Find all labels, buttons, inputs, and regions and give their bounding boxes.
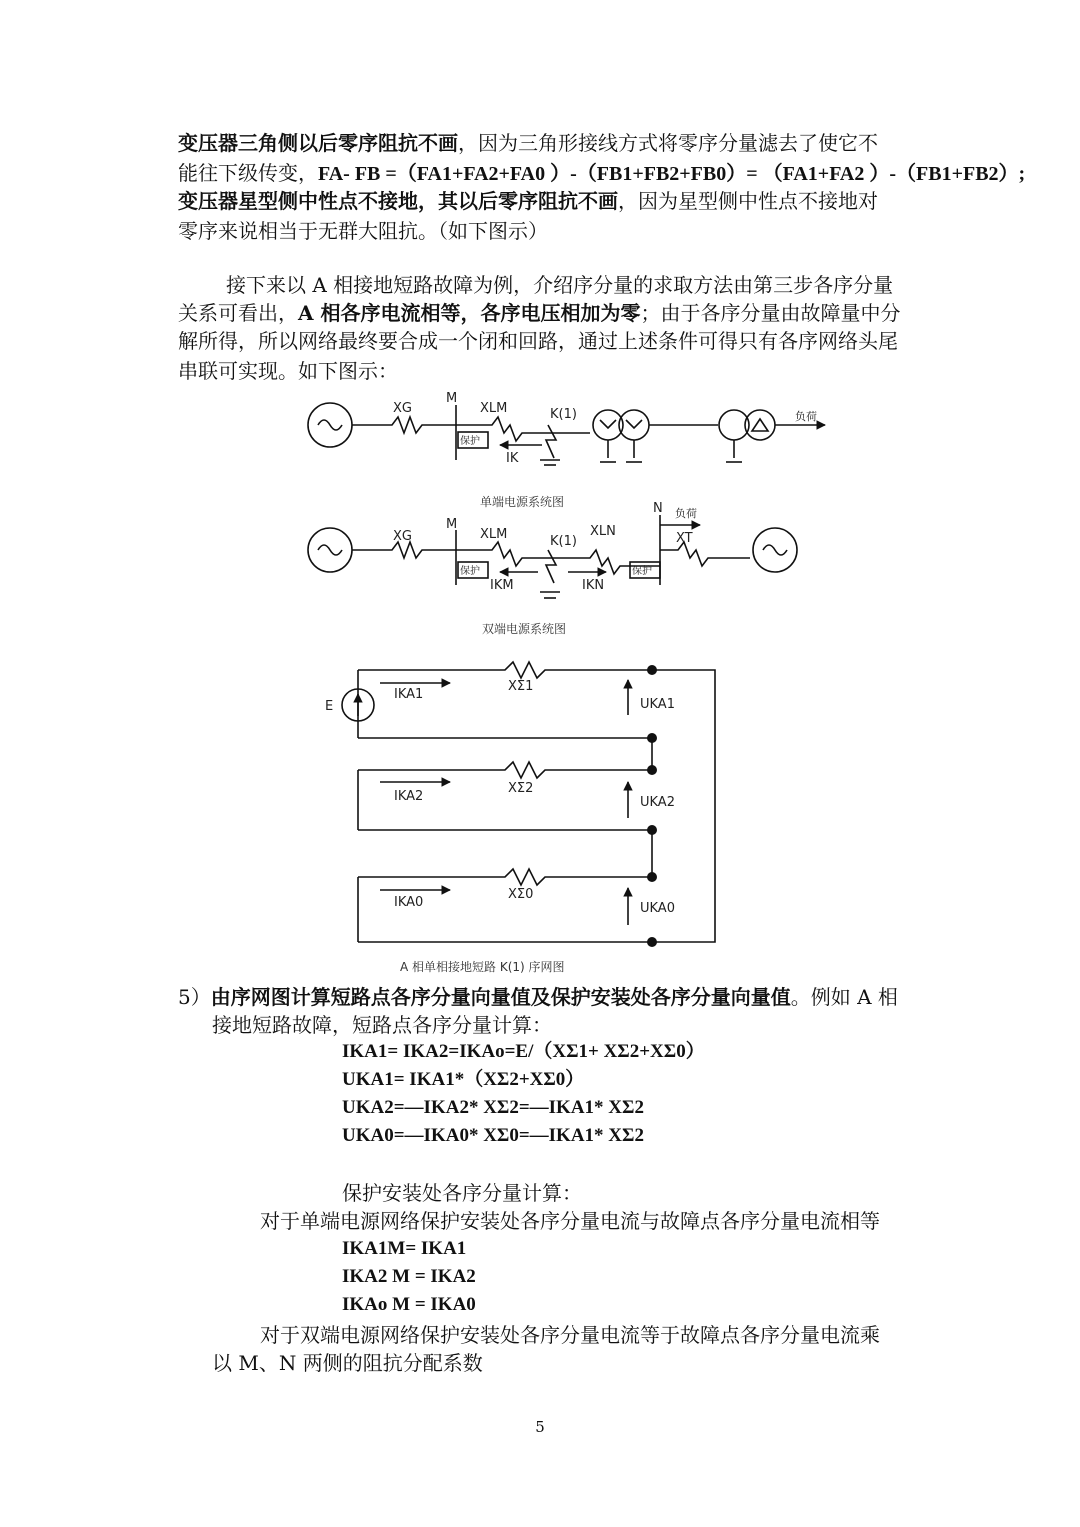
zero-seq-loop bbox=[358, 869, 652, 885]
section5-line2: 接地短路故障，短路点各序分量计算： bbox=[212, 1013, 552, 1037]
caption-diagram3: A 相单相接地短路 K(1) 序网图 bbox=[400, 960, 565, 974]
label-n: N bbox=[653, 501, 663, 516]
label-xt: XT bbox=[676, 531, 693, 546]
label-load-2: 负荷 bbox=[675, 507, 697, 520]
para1-line4: 零序来说相当于无群大阻抗。（如下图示） bbox=[178, 219, 548, 243]
page-number: 5 bbox=[535, 1418, 545, 1436]
label-ika0: IKA0 bbox=[394, 895, 424, 910]
label-k1-2: K(1) bbox=[550, 534, 577, 549]
para1-bold1: 变压器三角侧以后零序阻抗不画 bbox=[178, 131, 458, 155]
label-uka1: UKA1 bbox=[640, 697, 675, 712]
para2-line3: 解所得，所以网络最终要合成一个闭和回路，通过上述条件可得只有各序网络头尾 bbox=[178, 329, 898, 353]
para2-post: ；由于各序分量由故障量中分 bbox=[640, 301, 901, 325]
reactance-xt bbox=[660, 542, 750, 566]
label-xs2: XΣ2 bbox=[508, 781, 534, 796]
double-source-note-1: 对于双端电源网络保护安装处各序分量电流等于故障点各序分量电流乘 bbox=[260, 1323, 880, 1347]
single-source-note: 对于单端电源网络保护安装处各序分量电流与故障点各序分量电流相等 bbox=[260, 1209, 880, 1233]
label-xln: XLN bbox=[590, 524, 616, 539]
para1-formula: FA- FB =（FA1+FA2+FA0 ）-（FB1+FB2+FB0）= （FA1+FA2 ）-（FB1+FB2）; bbox=[318, 163, 1026, 185]
label-xs0: XΣ0 bbox=[508, 887, 534, 902]
para2-line4: 串联可实现。如下图示： bbox=[178, 359, 398, 383]
caption-diagram2: 双端电源系统图 bbox=[482, 622, 567, 636]
label-ikn: IKN bbox=[582, 578, 605, 593]
para1-text2: 能往下级传变， bbox=[178, 161, 318, 185]
label-xlm-1: XLM bbox=[480, 401, 508, 416]
fault-k1-icon-2 bbox=[546, 550, 556, 583]
formula-uka0: UKA0=—IKA0* XΣ0=—IKA1* XΣ2 bbox=[342, 1125, 644, 1146]
label-uka0: UKA0 bbox=[640, 901, 675, 916]
label-m-1: M bbox=[446, 391, 458, 406]
formula-ika1: IKA1= IKA2=IKAo=E/（XΣ1+ XΣ2+XΣ0） bbox=[342, 1041, 705, 1062]
para1-bold2: 变压器星型侧中性点不接地，其以后零序阻抗不画 bbox=[178, 189, 618, 213]
para2-pre: 关系可看出， bbox=[178, 301, 298, 325]
section5-rest: 。例如 A 相 bbox=[790, 985, 898, 1009]
label-m-2: M bbox=[446, 517, 458, 532]
para2-line1: 接下来以 A 相接地短路故障为例，介绍序分量的求取方法由第三步各序分量 bbox=[226, 273, 894, 297]
section5-line1 bbox=[178, 982, 898, 1012]
formula-ika1m: IKA1M= IKA1 bbox=[342, 1238, 467, 1259]
double-source-note-2: 以 M、N 两侧的阻抗分配系数 bbox=[212, 1351, 483, 1375]
reactance-xg-2 bbox=[352, 542, 456, 558]
label-uka2: UKA2 bbox=[640, 795, 675, 810]
formula-uka1: UKA1= IKA1*（XΣ2+XΣ0） bbox=[342, 1069, 585, 1090]
label-xlm-2: XLM bbox=[480, 527, 508, 542]
para1-text3: ，因为星型侧中性点不接地对 bbox=[618, 189, 878, 213]
ac-source-icon-1 bbox=[318, 420, 342, 430]
negative-seq-loop bbox=[358, 762, 652, 778]
section5-bold: 由序网图计算短路点各序分量向量值及保护安装处各序分量向量值 bbox=[210, 985, 791, 1009]
section5-number: 5） bbox=[178, 985, 211, 1009]
label-protect-m: 保护 bbox=[460, 566, 480, 577]
diagram2-double-source bbox=[308, 515, 797, 598]
para1-text1: ，因为三角形接线方式将零序分量滤去了使它不 bbox=[458, 131, 878, 155]
label-protect-1: 保护 bbox=[460, 436, 480, 447]
label-xg-1: XG bbox=[393, 401, 412, 416]
reactance-xg-1 bbox=[352, 417, 456, 433]
formula-uka2: UKA2=—IKA2* XΣ2=—IKA1* XΣ2 bbox=[342, 1097, 644, 1118]
para2-bold: A 相各序电流相等，各序电压相加为零 bbox=[298, 301, 641, 325]
label-xg-2: XG bbox=[393, 529, 412, 544]
fault-k1-icon-1 bbox=[546, 425, 556, 458]
label-xs1: XΣ1 bbox=[508, 679, 534, 694]
label-e: E bbox=[325, 699, 334, 714]
label-protect-n: 保护 bbox=[632, 566, 652, 577]
label-ik: IK bbox=[506, 451, 519, 466]
caption-diagram1: 单端电源系统图 bbox=[480, 495, 565, 509]
protection-heading: 保护安装处各序分量计算： bbox=[342, 1181, 582, 1205]
label-ikm: IKM bbox=[490, 578, 514, 593]
label-load-1: 负荷 bbox=[795, 410, 817, 423]
label-ika2: IKA2 bbox=[394, 789, 424, 804]
label-ika1: IKA1 bbox=[394, 687, 424, 702]
formula-ika0m: IKAo M = IKA0 bbox=[342, 1294, 476, 1315]
formula-ika2m: IKA2 M = IKA2 bbox=[342, 1266, 476, 1287]
label-k1-1: K(1) bbox=[550, 407, 577, 422]
